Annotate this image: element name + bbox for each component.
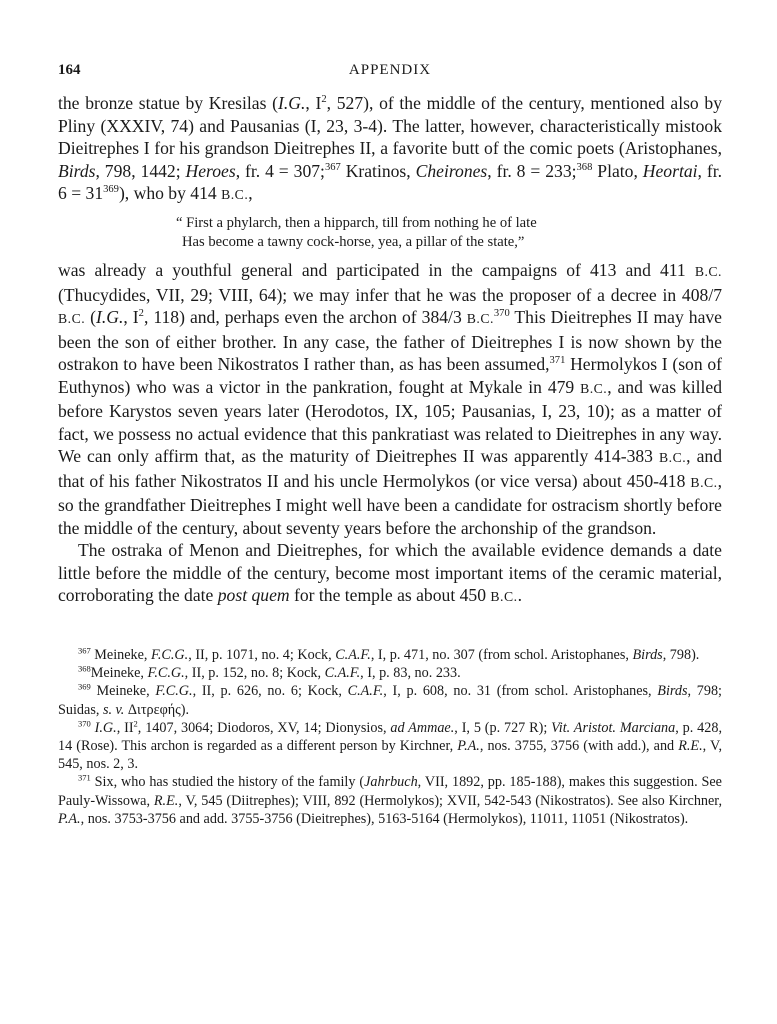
footnote-ref-371: 371	[549, 355, 566, 367]
footnote-368: $^{368}$Meineke, F.C.G., II, p. 152, no. 8; Kock, C.A.F., I, p. 83, no. 233.	[78, 663, 461, 682]
footnote-367: $^{367}$ Meineke, F.C.G., II, p. 1071, no. 4; Kock, C.A.F., I, p. 471, no. 307 (from schol. Aristophanes, Birds, 798).	[78, 645, 700, 663]
body-text-top	[58, 92, 722, 207]
page-number: 164	[58, 62, 81, 78]
footnotes	[58, 646, 722, 828]
footnote-ref-369: 369	[103, 184, 119, 196]
quote-line-2: Has become a tawny cock-horse, yea, a pillar of the state,”	[182, 234, 525, 250]
footnote-370: $^{370}$ I.G., $II^2$, 1407, 3064; Diodoros, XV, 14; Dionysios, ad Ammae., I, 5 (p. 727 R); Vit. Aristot. Marciana, p. 428, 14 (Rose). This archon is regarded as a different person by Kirchner, P.A., nos. 3755, 3756 (with add.), and R.E., V, 545, nos. 2, 3.	[58, 718, 722, 773]
quote-line-1: “ First a phylarch, then a hipparch, till from nothing he of late	[176, 215, 537, 231]
footnote-ref-370: 370	[493, 308, 510, 320]
footnote-369: $^{369}$ Meineke, F.C.G., II, p. 626, no. 6; Kock, C.A.F., I, p. 608, no. 31 (from schol. Aristophanes, Birds, 798; Suidas, s. v. Διτρεφής).	[58, 681, 722, 718]
running-title: APPENDIX	[348, 62, 432, 78]
paragraph-3: The ostraka of Menon and Dieitrephes, for which the available evidence demands a date little before the middle of the century, become most important items of the ceramic material, corroborating the date post quem for the temple as about 450 B.C..	[58, 540, 722, 605]
running-head	[58, 62, 722, 84]
paragraph-1: the bronze statue by Kresilas (I.G., $I^2$, 527), of the middle of the century, mentioned also by Pliny (XXXIV, 74) and Pausanias (I, 23, 3-4). The latter, however, characteristically mistook Dieitrephes I for his grandson Dieitrephes II, a favorite butt of the comic poets (Aristophanes, Birds, 798, 1442; Heroes, fr. 4 = 307;$^{367}$ Kratinos, Cheirones, fr. 8 = 233;$^{368}$ Plato, Heortai, fr. $6 = 31^{369}$), who by 414 B.C.,	[58, 93, 723, 203]
block-quote	[176, 214, 696, 252]
footnote-371: $^{371}$ Six, who has studied the history of the family (Jahrbuch, VII, 1892, pp. 185-188), makes this suggestion. See Pauly-Wissowa, R.E., V, 545 (Diitrephes); VIII, 892 (Hermolykos); XVII, 542-543 (Nikostratos). See also Kirchner, P.A., nos. 3753-3756 and add. 3755-3756 (Dieitrephes), 5163-5164 (Hermolykos), 11011, 11051 (Nikostratos).	[58, 772, 723, 827]
body-text-main	[58, 259, 722, 609]
footnote-ref-367: 367	[324, 161, 341, 173]
footnote-ref-368: 368	[576, 161, 593, 173]
paragraph-2: was already a youthful general and participated in the campaigns of 413 and 411 B.C. (Thucydides, VII, 29; VIII, 64); we may infer that he was the proposer of a decree in 408/7 B.C. (I.G., $I^2$, 118) and, perhaps even the archon of 384/3 B.C.$^{370}$ This Dieitrephes II may have been the son of either brother. In any case, the father of Dieitrephes I is now shown by the ostrakon to have been Nikostratos I rather than, as has been assumed,$^{371}$ Hermolykos I (son of Euthynos) who was a victor in the pankration, fought at Mykale in 479 B.C., and was killed before Karystos seven years later (Herodotos, IX, 105; Pausanias, I, 23, 10); as a matter of fact, we possess no actual evidence that this pankratiast was related to Dieitrephes in any way. We can only affirm that, as the maturity of Dieitrephes II was apparently 414-383 B.C., and that of his father Nikostratos II and his uncle Hermolykos (or vice versa) about 450-418 B.C., so the grandfather Dieitrephes I might well have been a candidate for ostracism shortly before the middle of the century, about seventy years before the archonship of the grandson.	[58, 260, 723, 538]
